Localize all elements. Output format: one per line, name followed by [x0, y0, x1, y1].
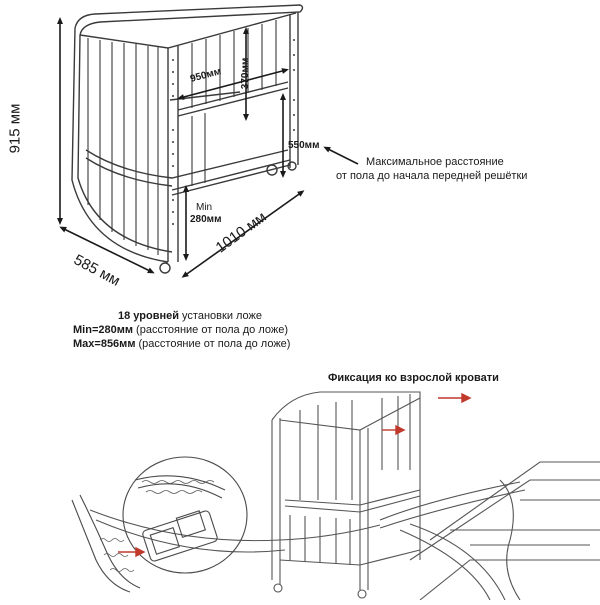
spec-min-rest: (расстояние от пола до ложе): [133, 324, 288, 336]
spec-max-bold: Max=856мм: [73, 338, 136, 350]
spec-max-rest: (расстояние от пола до ложе): [135, 338, 291, 350]
height-label: 915 мм: [6, 103, 24, 154]
max-distance-note-line1: Максимальное расстояние: [366, 156, 504, 168]
spec-levels-bold: 18 уровней: [118, 310, 179, 322]
inner-length-label: 950мм: [189, 66, 223, 85]
spec-levels: [118, 309, 262, 323]
max-distance-note-line2: от пола до начала передней решётки: [336, 170, 528, 182]
spec-max: [73, 337, 290, 351]
strap-texture: [100, 481, 214, 572]
min-word-label: Min: [196, 202, 213, 213]
attachment-arrows: [118, 394, 470, 556]
attachment-illustration: [90, 392, 600, 600]
note-pointer-arrow: [326, 148, 358, 164]
side-height-label: 370мм: [240, 57, 252, 90]
min-value-label: 280мм: [190, 214, 222, 225]
spec-min-bold: Min=280мм: [73, 324, 133, 336]
buckle-magnified: [72, 457, 247, 592]
crib-slats-back: [88, 38, 158, 255]
width-label: 585 мм: [70, 251, 123, 290]
front-gap-label: 550мм: [288, 140, 320, 151]
spec-min: [73, 323, 288, 337]
attachment-title: Фиксация ко взрослой кровати: [328, 372, 499, 384]
spec-levels-rest: установки ложе: [179, 310, 263, 322]
crib-illustration: [72, 5, 303, 273]
length-label: 1010 мм: [212, 208, 270, 257]
